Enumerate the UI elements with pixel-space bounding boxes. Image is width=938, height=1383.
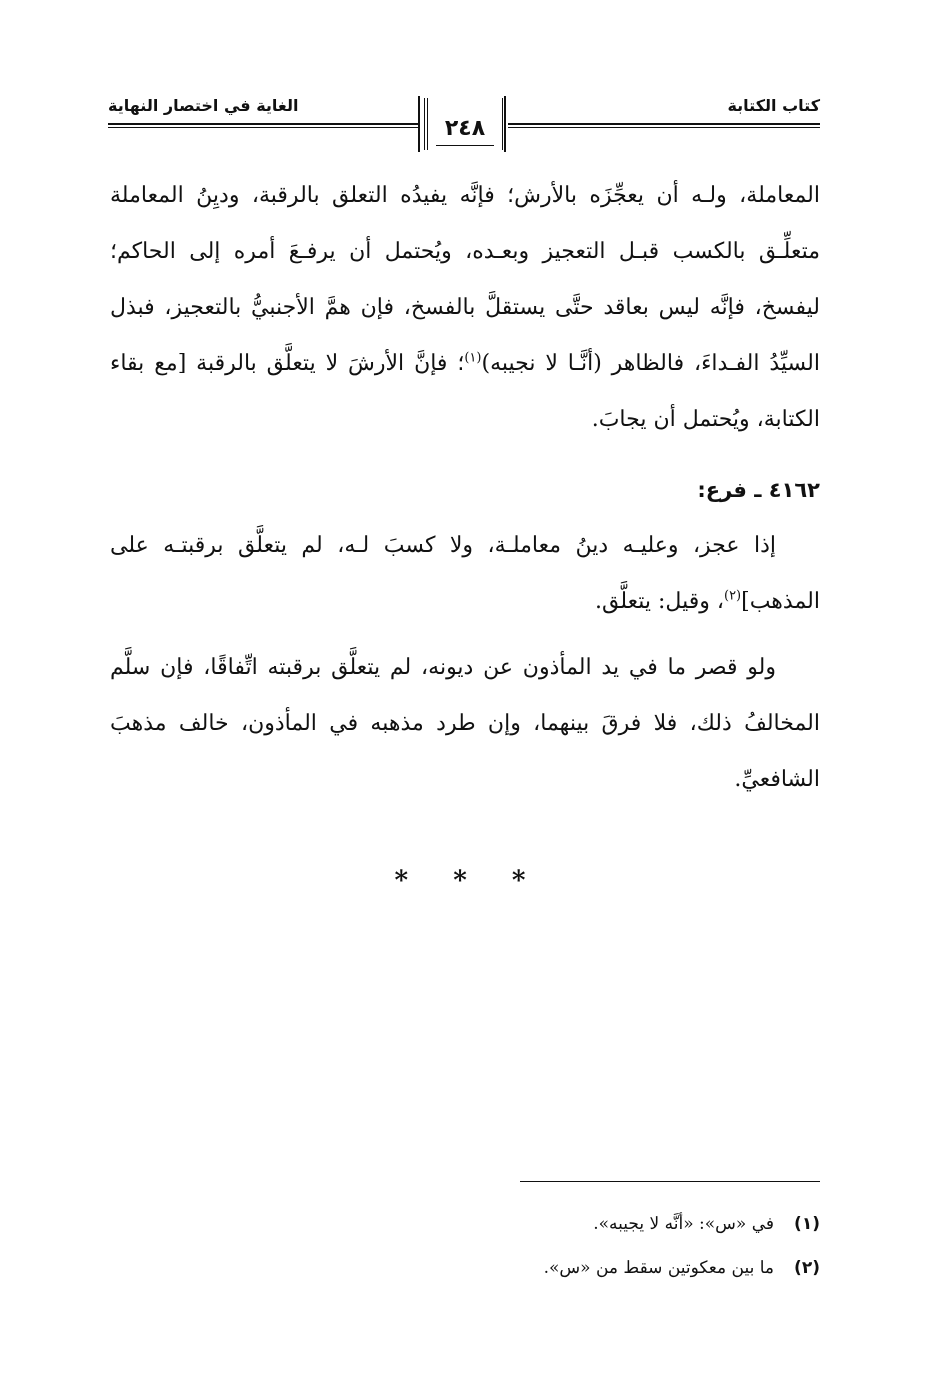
paragraph-2 <box>110 518 820 630</box>
footnotes <box>120 1202 820 1290</box>
footnote-1-number: (١) <box>794 1214 820 1234</box>
paragraph-1-tail: ؛ فإنَّ الأرشَ لا يتعلَّق بالرقبة [مع بقاء الكتابة، ويُحتمل أن يجابَ. <box>110 351 820 432</box>
paragraph-2-tail: ، وقيل: يتعلَّق. <box>595 589 724 614</box>
paragraph-gap <box>110 630 820 640</box>
footnote-2-number: (٢) <box>794 1258 820 1278</box>
paragraph-1 <box>110 168 820 448</box>
page-number-frame <box>424 98 506 150</box>
footnote-1-text: في «س»: «أنَّه لا يجيبه». <box>593 1214 774 1234</box>
paragraph-3: ولو قصر ما في يد المأذون عن ديونه، لم يتعلَّق برقبته اتِّفاقًا، فإن سلَّم المخالفُ ذلك، فلا فرقَ بينهما، وإن طرد مذهبه في المأذون، خالف مذهبَ الشافعيِّ. <box>110 655 820 792</box>
footnote-ref-1: (١) <box>464 350 482 366</box>
book-title: الغاية في اختصار النهاية <box>108 96 299 115</box>
page-header <box>108 96 820 156</box>
page-number: ٢٤٨ <box>444 116 486 141</box>
footnote-rule <box>520 1181 820 1182</box>
section-heading: ٤١٦٢ ـ فرع: <box>697 478 820 502</box>
paragraph-2-text: إذا عجز، وعليـه دينُ معاملـة، ولا كسبَ لـه، لم يتعلَّق برقبتـه على المذهب] <box>110 533 820 614</box>
footnote-ref-2: (٢) <box>723 588 742 604</box>
footnote-1 <box>120 1202 820 1246</box>
page-number-underline <box>436 145 494 146</box>
chapter-title: كتاب الكتابة <box>727 96 820 115</box>
main-text <box>110 168 820 808</box>
header-rule-left <box>108 123 420 125</box>
header-rule-right <box>508 123 820 125</box>
section-separator: * * * <box>394 866 544 896</box>
footnote-2-text: ما بين معكوتين سقط من «س». <box>543 1258 774 1278</box>
paragraph-1-text: المعاملة، ولـه أن يعجِّزَه بالأرش؛ فإنَّه يفيدُه التعلق بالرقبة، وديِنُ المعاملة متعلِّـق بالكسب قبـل التعجيز وبعـده، ويُحتمل أن يرفـعَ أمره إلى الحاكم؛ ليفسخ، فإنَّه ليس بعاقد حتَّى يستقلَّ بالفسخ، فإن همَّ الأجنبيُّ بالتعجيز، فبذل السيِّدُ الفـداءَ، فالظاهر (أنَّـا لا نجيبه) <box>110 183 820 376</box>
footnote-2 <box>120 1246 820 1290</box>
